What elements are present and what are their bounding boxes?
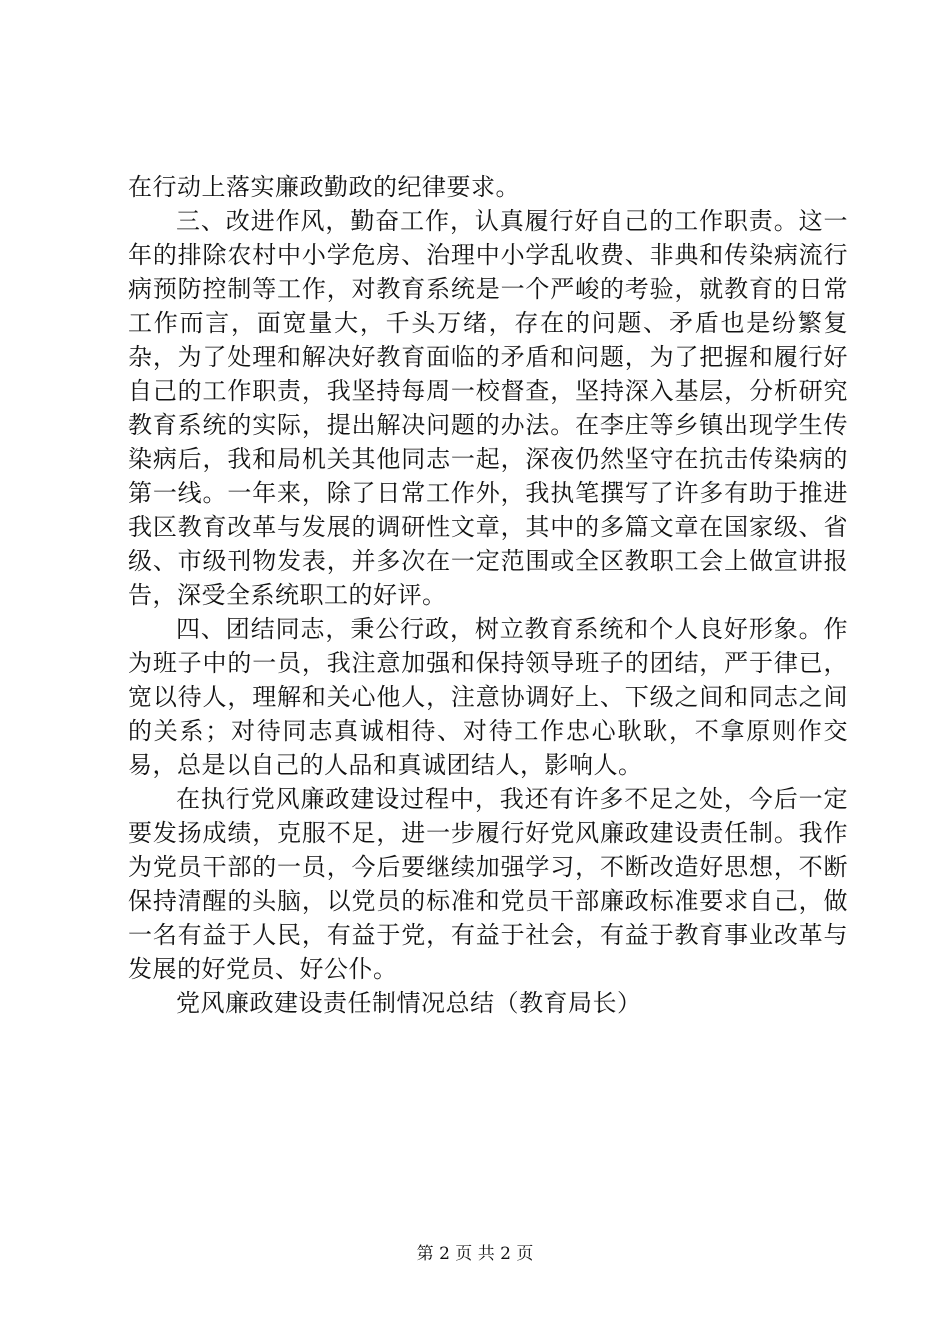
- paragraph-continuation: 在行动上落实廉政勤政的纪律要求。: [128, 173, 520, 201]
- document-body: [128, 170, 848, 1020]
- page-number-footer: 第 2 页 共 2 页: [416, 1244, 534, 1264]
- paragraph-section-three: 三、改进作风，勤奋工作，认真履行好自己的工作职责。这一年的排除农村中小学危房、治理中小学乱收费、非典和传染病流行病预防控制等工作，对教育系统是一个严峻的考验，就教育的日常工作而言，面宽量大，千头万绪，存在的问题、矛盾也是纷繁复杂，为了处理和解决好教育面临的矛盾和问题，为了把握和履行好自己的工作职责，我坚持每周一校督查，坚持深入基层，分析研究教育系统的实际，提出解决问题的办法。在李庄等乡镇出现学生传染病后，我和局机关其他同志一起，深夜仍然坚守在抗击传染病的第一线。一年来，除了日常工作外，我执笔撰写了许多有助于推进我区教育改革与发展的调研性文章，其中的多篇文章在国家级、省级、市级刊物发表，并多次在一定范围或全区教职工会上做宣讲报告，深受全系统职工的好评。: [128, 207, 848, 609]
- paragraph-conclusion: 在执行党风廉政建设过程中，我还有许多不足之处，今后一定要发扬成绩，克服不足，进一步履行好党风廉政建设责任制。我作为党员干部的一员，今后要继续加强学习，不断改造好思想，不断保持清醒的头脑，以党员的标准和党员干部廉政标准要求自己，做一名有益于人民，有益于党，有益于社会，有益于教育事业改革与发展的好党员、好公仆。: [128, 785, 848, 983]
- paragraph-title-line: 党风廉政建设责任制情况总结（教育局长）: [176, 989, 642, 1017]
- paragraph-section-four: 四、团结同志，秉公行政，树立教育系统和个人良好形象。作为班子中的一员，我注意加强和保持领导班子的团结，严于律已，宽以待人，理解和关心他人，注意协调好上、下级之间和同志之间的关系；对待同志真诚相待、对待工作忠心耿耿，不拿原则作交易，总是以自己的人品和真诚团结人，影响人。: [128, 615, 848, 779]
